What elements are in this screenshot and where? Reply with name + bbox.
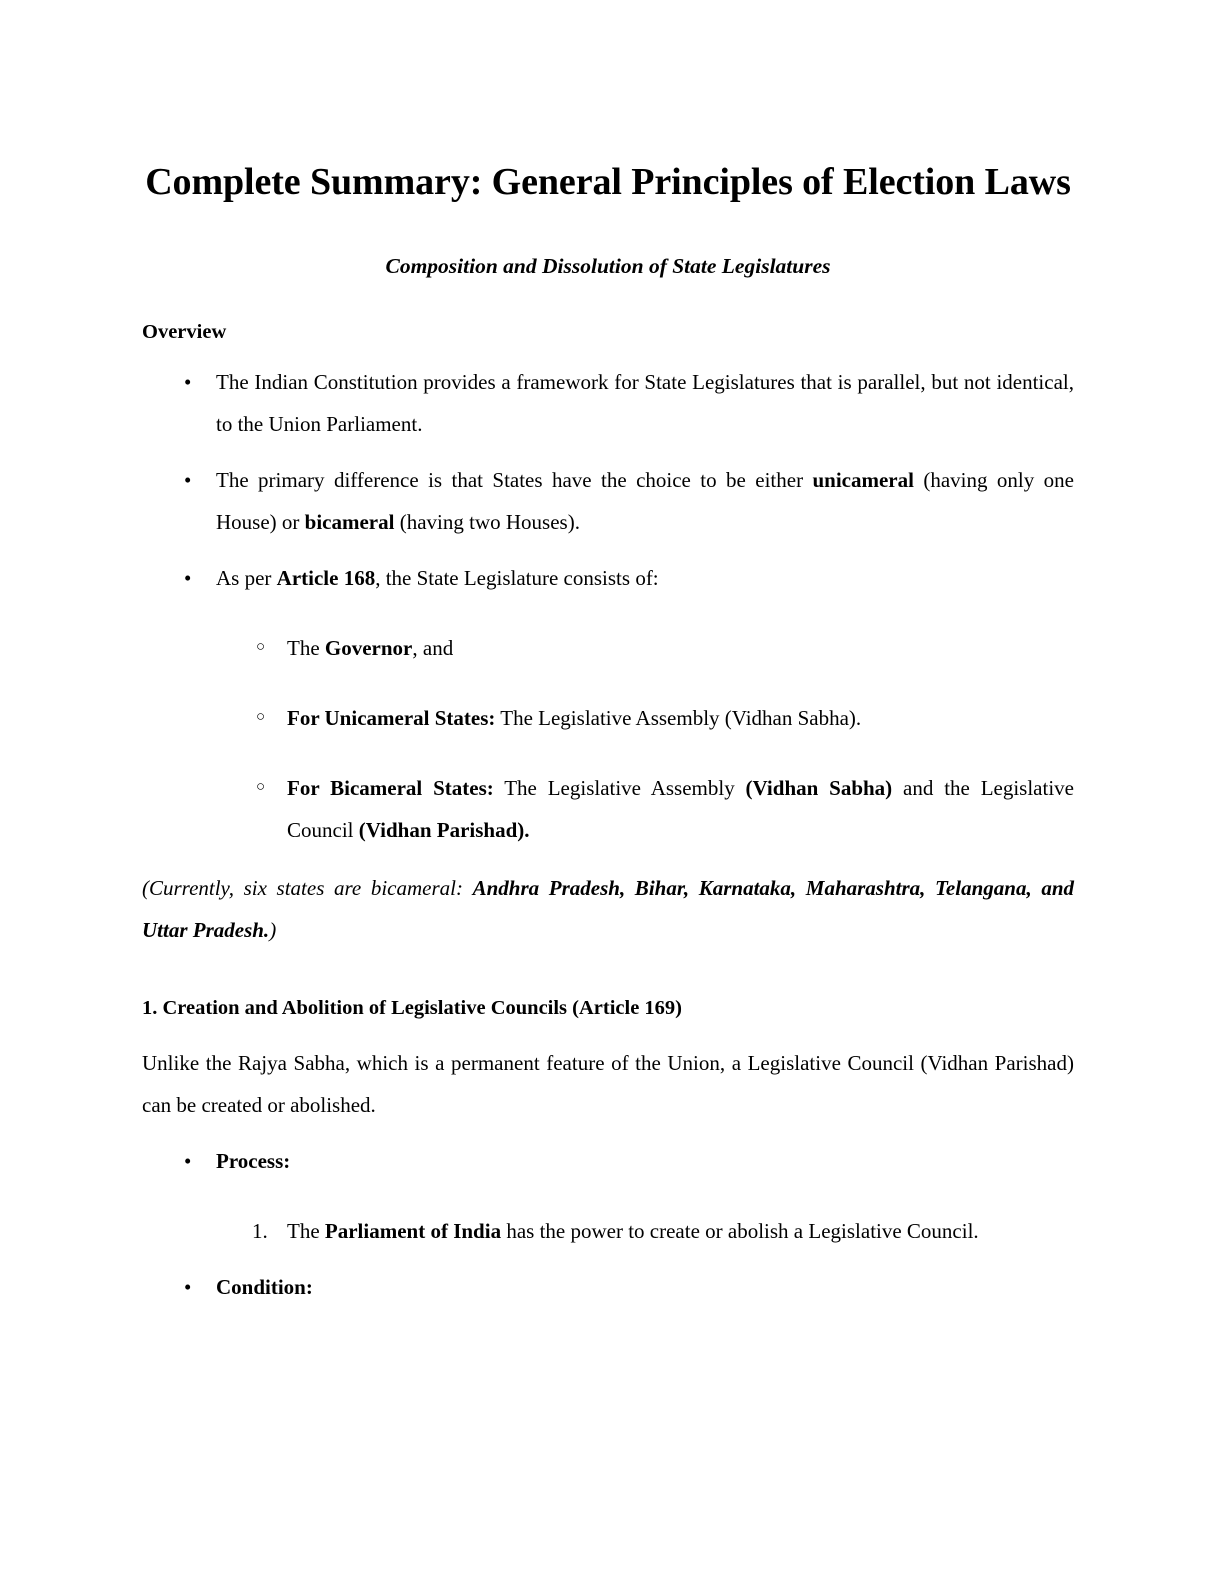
condition-label [142, 1266, 1074, 1308]
section-one-intro: Unlike the Rajya Sabha, which is a permanent feature of the Union, a Legislative Council (Vidhan Parishad) can be created or abolished. [142, 1051, 1074, 1118]
list-item: • The primary difference is that States have the choice to be either unicameral (having only one House) or bicameral (having two Houses). [142, 459, 1074, 543]
process-label-text: Process: [216, 1149, 291, 1174]
list-item: ○ The Governor, and [142, 627, 1074, 669]
document-content [142, 0, 1074, 1308]
page-title: Complete Summary: General Principles of Election Laws [145, 161, 1071, 203]
list-item: • As per Article 168, the State Legislature consists of: [142, 557, 1074, 599]
list-item: ○ For Bicameral States: The Legislative Assembly (Vidhan Sabha) and the Legislative Council (Vidhan Parishad). [142, 767, 1074, 851]
bicameral-states-note: (Currently, six states are bicameral: Andhra Pradesh, Bihar, Karnataka, Maharashtra, Telangana, and Uttar Pradesh.) [142, 876, 1074, 943]
process-numbered-list [142, 1210, 1074, 1252]
section-one-heading: 1. Creation and Abolition of Legislative Councils (Article 169) [142, 997, 683, 1020]
list-item: ○ For Unicameral States: The Legislative Assembly (Vidhan Sabha). [142, 697, 1074, 739]
process-label [142, 1140, 1074, 1182]
process-bullet-list [142, 1140, 1074, 1182]
condition-label-text: Condition: [216, 1275, 313, 1300]
list-item: The Parliament of India has the power to create or abolish a Legislative Council. [287, 1219, 979, 1244]
overview-bullet-list [142, 361, 1074, 599]
document-subtitle: Composition and Dissolution of State Legislatures [385, 253, 831, 278]
list-item: • The Indian Constitution provides a framework for State Legislatures that is parallel, but not identical, to the Union Parliament. [142, 361, 1074, 445]
overview-subbullet-list [142, 627, 1074, 851]
overview-heading: Overview [142, 320, 227, 343]
condition-bullet-list [142, 1266, 1074, 1308]
